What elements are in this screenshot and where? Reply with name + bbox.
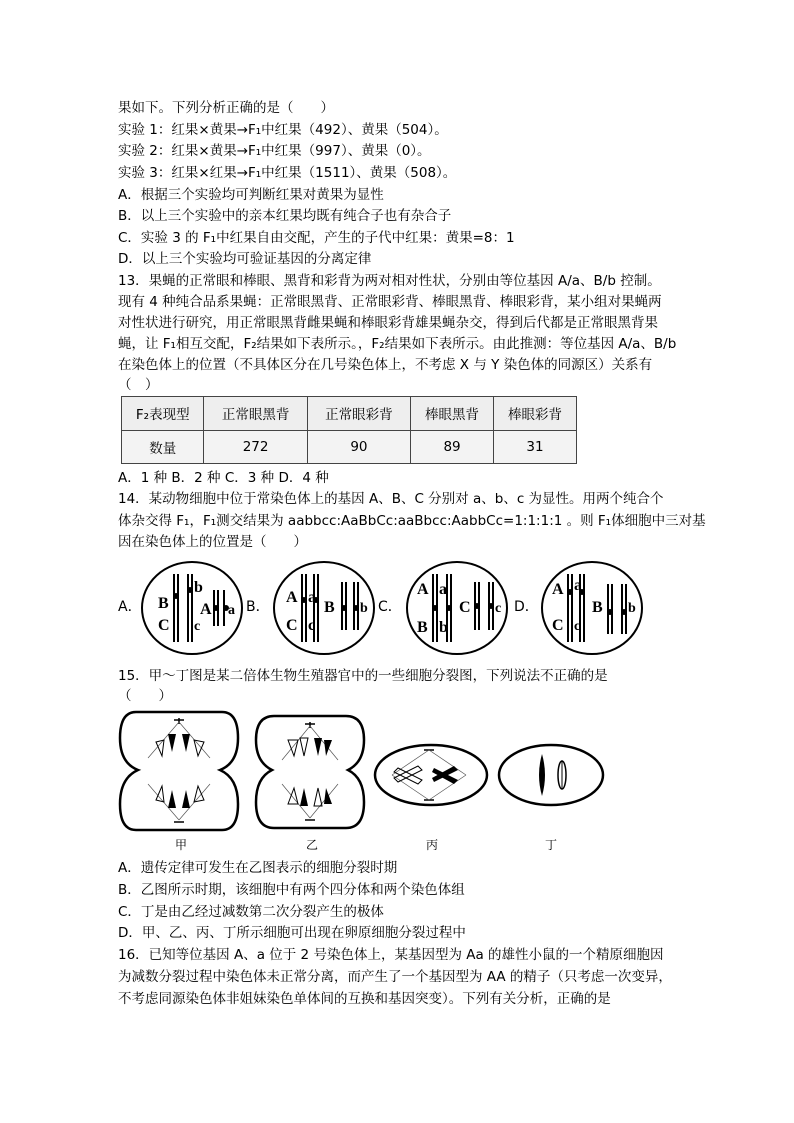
table-header-cell: 正常眼黑背 [204,397,307,431]
question-13-stem: （ ） [118,377,159,393]
table-cell: 数量 [122,430,204,464]
question-16-stem: 为减数分裂过程中染色体未正常分离，而产生了一个基因型为 AA 的精子（只考虑一次变异， [118,969,672,985]
f2-result-table [121,396,577,464]
q15-option-d: D．甲、乙、丙、丁所示细胞可出现在卵原细胞分裂过程中 [118,925,466,941]
caption-jia: 甲 [175,838,188,852]
gene-label: C [286,617,298,634]
gene-label: B [324,599,335,616]
q14-option-b-label: B． [246,599,270,615]
gene-label: a [308,589,316,606]
q14-option-d-label: D． [514,599,539,615]
text-line: 实验 2：红果×黄果→F₁中红果（997）、黄果（0）。 [118,143,431,159]
option-a: A．根据三个实验均可判断红果对黄果为显性 [118,187,384,203]
table-cell: 31 [494,430,577,464]
question-16-stem: 16．已知等位基因 A、a 位于 2 号染色体上，某基因型为 Aa 的雄性小鼠的一个精原细胞因 [118,947,664,963]
q15-option-a: A．遗传定律可发生在乙图表示的细胞分裂时期 [118,860,398,876]
q15-option-c: C．丁是由乙经过减数第二次分裂产生的极体 [118,904,384,920]
question-13-stem: 在染色体上的位置（不具体区分在几号染色体上，不考虑 X 与 Y 染色体的同源区）关系有 [118,357,653,373]
gene-label: c [495,601,502,616]
text-line: 果如下。下列分析正确的是（ ） [118,100,334,116]
caption-yi: 乙 [306,838,319,852]
q15-option-b: B．乙图所示时期，该细胞中有两个四分体和两个染色体组 [118,882,465,898]
q14-cell-diagram-d [540,560,646,656]
question-13-stem: 13．果蝇的正常眼和棒眼、黑背和彩背为两对相对性状，分别由等位基因 A/a、B/b 控制。 [118,273,661,289]
gene-label: B [158,595,169,612]
question-15-stem: （ ） [118,688,172,704]
gene-label: c [574,619,581,634]
gene-label: A [200,601,212,618]
question-14-stem: 14．某动物细胞中位于常染色体上的基因 A、B、C 分别对 a、b、c 为显性。用两个纯合个 [118,491,664,507]
caption-ding: 丁 [545,838,558,852]
gene-label: b [194,579,203,596]
gene-label: A [286,589,298,606]
option-d: D．以上三个实验均可验证基因的分离定律 [118,251,372,267]
gene-label: b [628,601,636,616]
table-header-cell: 棒眼黑背 [411,397,494,431]
caption-bing: 丙 [426,838,439,852]
gene-label: a [574,577,582,594]
gene-label: a [439,581,447,598]
q14-cell-diagram-c [405,560,511,656]
q15-cell-jia [118,708,240,834]
gene-label: b [439,619,448,636]
gene-label: B [417,619,428,636]
gene-label: c [194,619,201,634]
gene-label: A [552,581,564,598]
q14-option-c-label: C． [378,599,402,615]
gene-label: C [158,617,170,634]
gene-label: a [228,603,235,618]
gene-label: B [592,599,603,616]
question-15-stem: 15．甲～丁图是某二倍体生物生殖器官中的一些细胞分裂图，下列说法不正确的是 [118,668,608,684]
table-cell: 90 [307,430,410,464]
gene-label: C [552,617,564,634]
gene-label: c [308,617,316,634]
q15-cell-bing [372,742,490,808]
question-16-stem: 不考虑同源染色体非姐妹染色单体间的互换和基因突变）。下列有关分析，正确的是 [118,991,611,1007]
q15-cell-ding [496,742,606,808]
table-header-cell: 正常眼彩背 [307,397,410,431]
question-14-stem: 因在染色体上的位置是（ ） [118,534,307,550]
table-cell: 89 [411,430,494,464]
text-line: 实验 3：红果×红果→F₁中红果（1511）、黄果（508）。 [118,165,457,181]
q14-cell-diagram-b [272,560,378,656]
gene-label: C [459,599,471,616]
option-c: C．实验 3 的 F₁中红果自由交配，产生的子代中红果：黄果=8：1 [118,230,515,246]
table-header-cell: F₂表现型 [122,397,204,431]
text-line: 实验 1：红果×黄果→F₁中红果（492）、黄果（504）。 [118,122,448,138]
option-b: B．以上三个实验中的亲本红果均既有纯合子也有杂合子 [118,208,452,224]
question-13-stem: 现有 4 种纯合品系果蝇：正常眼黑背、正常眼彩背、棒眼黑背、棒眼彩背，某小组对果蝇两 [118,294,662,310]
table-cell: 272 [204,430,307,464]
question-13-stem: 蝇，让 F₁相互交配，F₂结果如下表所示。，F₂结果如下表所示。由此推测：等位基因 A/a、B/b [118,336,677,352]
question-13-options: A．1 种 B．2 种 C．3 种 D．4 种 [118,470,329,486]
question-13-stem: 对性状进行研究，用正常眼黑背雌果蝇和棒眼彩背雄果蝇杂交，得到后代都是正常眼黑背果 [118,315,658,331]
table-header-cell: 棒眼彩背 [494,397,577,431]
q14-option-a-label: A． [118,599,142,615]
gene-label: A [417,581,429,598]
gene-label: b [360,601,368,616]
q14-cell-diagram-a [140,560,246,656]
q15-cell-yi [254,712,366,832]
question-14-stem: 体杂交得 F₁，F₁测交结果为 aabbcc:AaBbCc:aaBbcc:AabbCc=1:1:1:1 。则 F₁体细胞中三对基 [118,513,706,529]
